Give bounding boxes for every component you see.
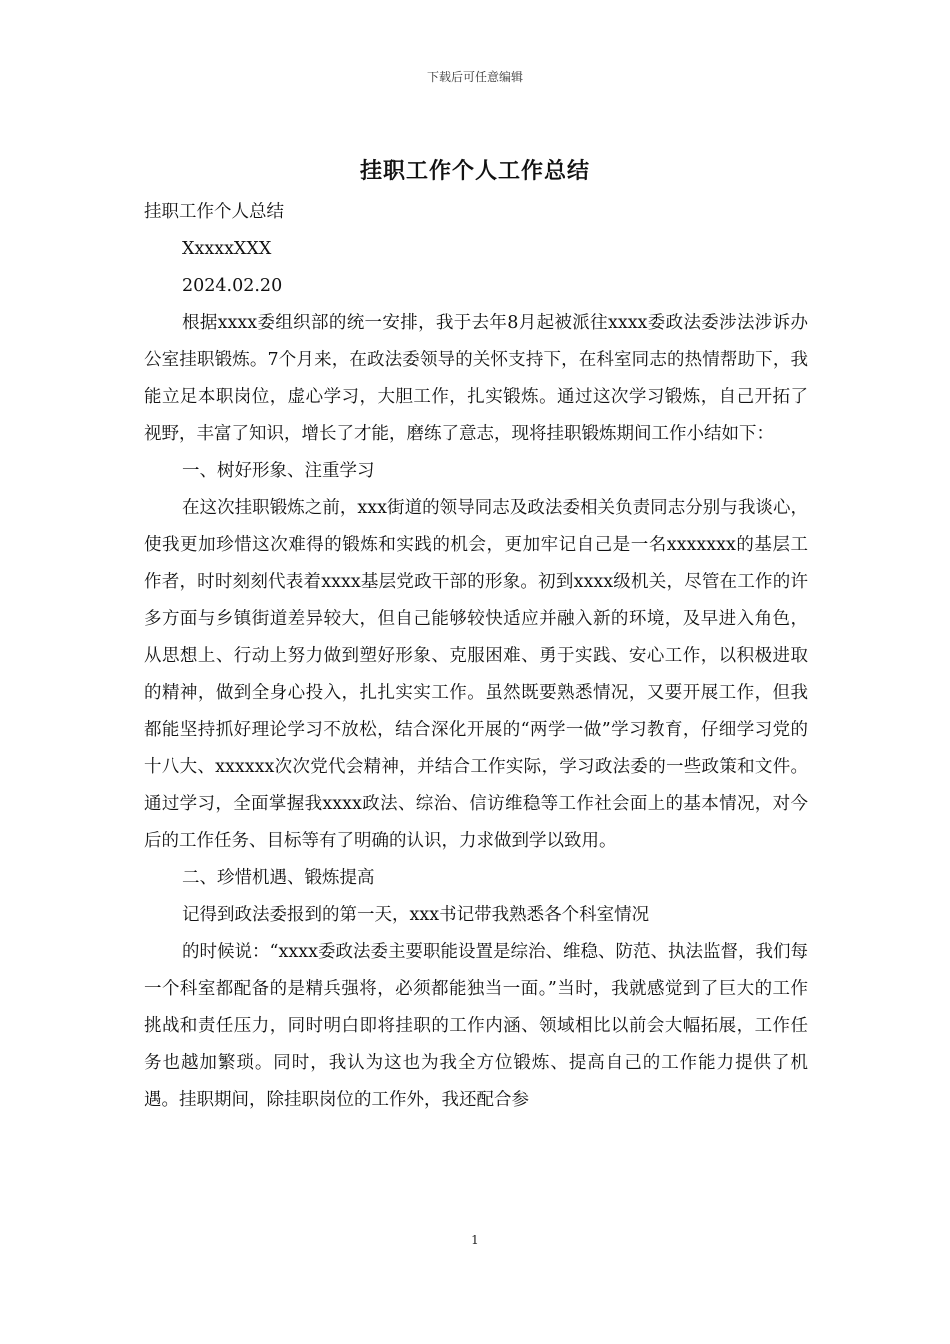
- document-body: [144, 194, 808, 1119]
- document-title: 挂职工作个人工作总结: [359, 158, 590, 184]
- header-note: 下载后可任意编辑: [426, 70, 523, 84]
- paragraph-intro: 根据xxxx委组织部的统一安排，我于去年8月起被派往xxxx委政法委涉法涉诉办公室挂职锻炼。7个月来，在政法委领导的关怀支持下，在科室同志的热情帮助下，我能立足本职岗位，虚心学习，大胆工作，扎实锻炼。通过这次学习锻炼，自己开拓了视野，丰富了知识，增长了才能，磨练了意志，现将挂职锻炼期间工作小结如下：: [144, 313, 808, 444]
- paragraph-section-1: 在这次挂职锻炼之前，xxx街道的领导同志及政法委相关负责同志分别与我谈心，使我更加珍惜这次难得的锻炼和实践的机会，更加牢记自己是一名xxxxxxx的基层工作者，时时刻刻代表着xxxx基层党政干部的形象。初到xxxx级机关，尽管在工作的许多方面与乡镇街道差异较大，但自己能够较快适应并融入新的环境，及早进入角色，从思想上、行动上努力做到塑好形象、克服困难、勇于实践、安心工作，以积极进取的精神，做到全身心投入，扎扎实实工作。虽然既要熟悉情况，又要开展工作，但我都能坚持抓好理论学习不放松，结合深化开展的“两学一做”学习教育，仔细学习党的十八大、xxxxxx次次党代会精神，并结合工作实际，学习政法委的一些政策和文件。通过学习，全面掌握我xxxx政法、综治、信访维稳等工作社会面上的基本情况，对今后的工作任务、目标等有了明确的认识，力求做到学以致用。: [144, 498, 808, 851]
- subtitle: 挂职工作个人总结: [144, 202, 284, 222]
- section-heading-2: 二、珍惜机遇、锻炼提高: [182, 868, 375, 888]
- page-number: 1: [471, 1233, 479, 1247]
- paragraph-section-2a: 记得到政法委报到的第一天，xxx书记带我熟悉各个科室情况: [182, 905, 650, 925]
- section-heading-1: 一、树好形象、注重学习: [182, 461, 375, 481]
- date-line: 2024.02.20: [182, 276, 283, 296]
- paragraph-section-2b: 的时候说：“xxxx委政法委主要职能设置是综治、维稳、防范、执法监督，我们每一个科室都配备的是精兵强将，必须都能独当一面。”当时，我就感觉到了巨大的工作挑战和责任压力，同时明白即将挂职的工作内涵、领域相比以前会大幅拓展，工作任务也越加繁琐。同时，我认为这也为我全方位锻炼、提高自己的工作能力提供了机遇。挂职期间，除挂职岗位的工作外，我还配合参: [144, 942, 808, 1110]
- author-line: XxxxxXXX: [182, 239, 272, 259]
